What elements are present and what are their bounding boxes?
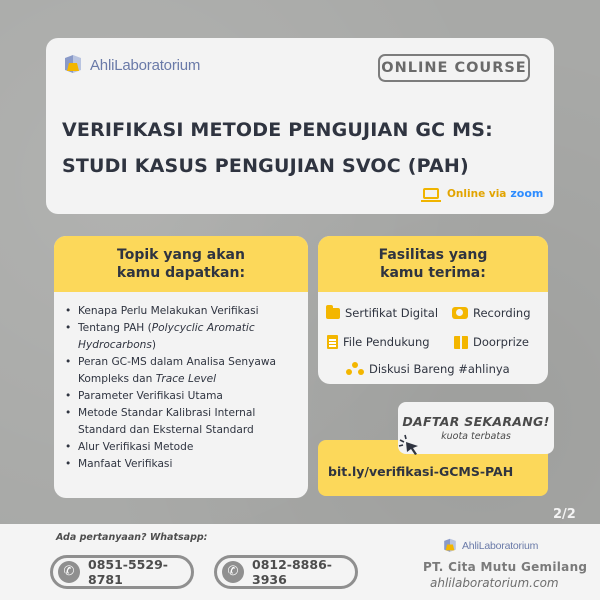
topic-item-text: Kenapa Perlu Melakukan Verifikasi: [78, 305, 259, 317]
facilities-heading-box: [318, 236, 548, 292]
facility-certificate-label: Sertifikat Digital: [345, 306, 439, 320]
facility-discussion-label: Diskusi Bareng #ahlinya: [369, 362, 510, 376]
facility-discussion: [346, 362, 510, 376]
zoom-label: zoom: [510, 187, 544, 200]
register-now-title: DAFTAR SEKARANG!: [402, 414, 550, 429]
facility-file: [327, 335, 430, 349]
facility-file-label: File Pendukung: [343, 335, 430, 349]
page-indicator: 2/2: [553, 507, 576, 522]
topic-item: [62, 439, 302, 456]
topic-item-text: Peran GC-MS dalam Analisa Senyawa Kompleks dan: [78, 356, 277, 385]
facility-doorprize-label: Doorprize: [473, 335, 529, 349]
topic-item: [62, 405, 302, 439]
online-course-badge: ONLINE COURSE: [378, 54, 530, 82]
topic-item: [62, 388, 302, 405]
facility-doorprize: [454, 335, 529, 349]
footer-brand-logo: [442, 538, 538, 554]
title-line-1: VERIFIKASI METODE PENGUJIAN GC MS:: [62, 119, 493, 141]
topics-heading: Topik yang akan kamu dapatkan:: [116, 247, 246, 281]
topic-item: [62, 354, 302, 388]
phone-1-number[interactable]: 0851-5529-8781: [88, 557, 168, 587]
topic-item: [62, 320, 302, 354]
facility-certificate: [326, 306, 438, 320]
phone-1-button[interactable]: [50, 555, 194, 589]
company-website[interactable]: ahlilaboratorium.com: [430, 576, 559, 590]
company-name: PT. Cita Mutu Gemilang: [423, 560, 588, 574]
online-via-zoom: [423, 187, 543, 200]
footer-brand-name: AhliLaboratorium: [462, 540, 539, 552]
camera-icon: [452, 307, 468, 319]
topic-item-text: Manfaat Verifikasi: [78, 458, 173, 470]
folder-icon: [326, 308, 340, 319]
phone-2-number[interactable]: 0812-8886-3936: [252, 557, 332, 587]
people-icon: [346, 362, 364, 376]
topic-item-text: Parameter Verifikasi Utama: [78, 390, 223, 402]
topic-item-text: ): [151, 339, 157, 351]
quota-note: kuota terbatas: [441, 431, 511, 442]
cursor-click-icon: [396, 432, 422, 458]
flask-logo-icon: [62, 54, 84, 76]
topics-heading-box: [54, 236, 308, 292]
registration-link-text[interactable]: bit.ly/verifikasi-GCMS-PAH: [328, 463, 514, 479]
phone-2-button[interactable]: [214, 555, 358, 589]
file-icon: [327, 335, 338, 349]
topic-item: [62, 303, 302, 320]
flask-logo-icon: [442, 538, 458, 554]
whatsapp-question: Ada pertanyaan? Whatsapp:: [56, 532, 208, 543]
topics-list: [62, 303, 302, 473]
topic-item: [62, 456, 302, 473]
gift-icon: [454, 336, 468, 349]
brand-name: AhliLaboratorium: [90, 56, 201, 74]
phone-icon: [222, 561, 244, 583]
topic-item-italic-text: Polycyclic Aromatic Hydrocarbons: [78, 322, 255, 351]
topic-item-text: Tentang PAH (: [78, 322, 152, 334]
topic-item-text: Alur Verifikasi Metode: [78, 441, 194, 453]
facility-recording-label: Recording: [473, 306, 531, 320]
title-line-2: STUDI KASUS PENGUJIAN SVOC (PAH): [62, 155, 469, 177]
page-title: [62, 112, 532, 184]
facilities-heading: Fasilitas yang kamu terima:: [378, 247, 488, 281]
facility-recording: [452, 306, 531, 320]
online-label: Online via: [447, 187, 507, 200]
phone-icon: [58, 561, 80, 583]
topic-item-italic-text: Trace Level: [155, 373, 217, 385]
brand-logo: [62, 54, 200, 76]
laptop-icon: [423, 188, 439, 199]
topic-item-text: Metode Standar Kalibrasi Internal Standard dan Eksternal Standard: [78, 407, 256, 436]
